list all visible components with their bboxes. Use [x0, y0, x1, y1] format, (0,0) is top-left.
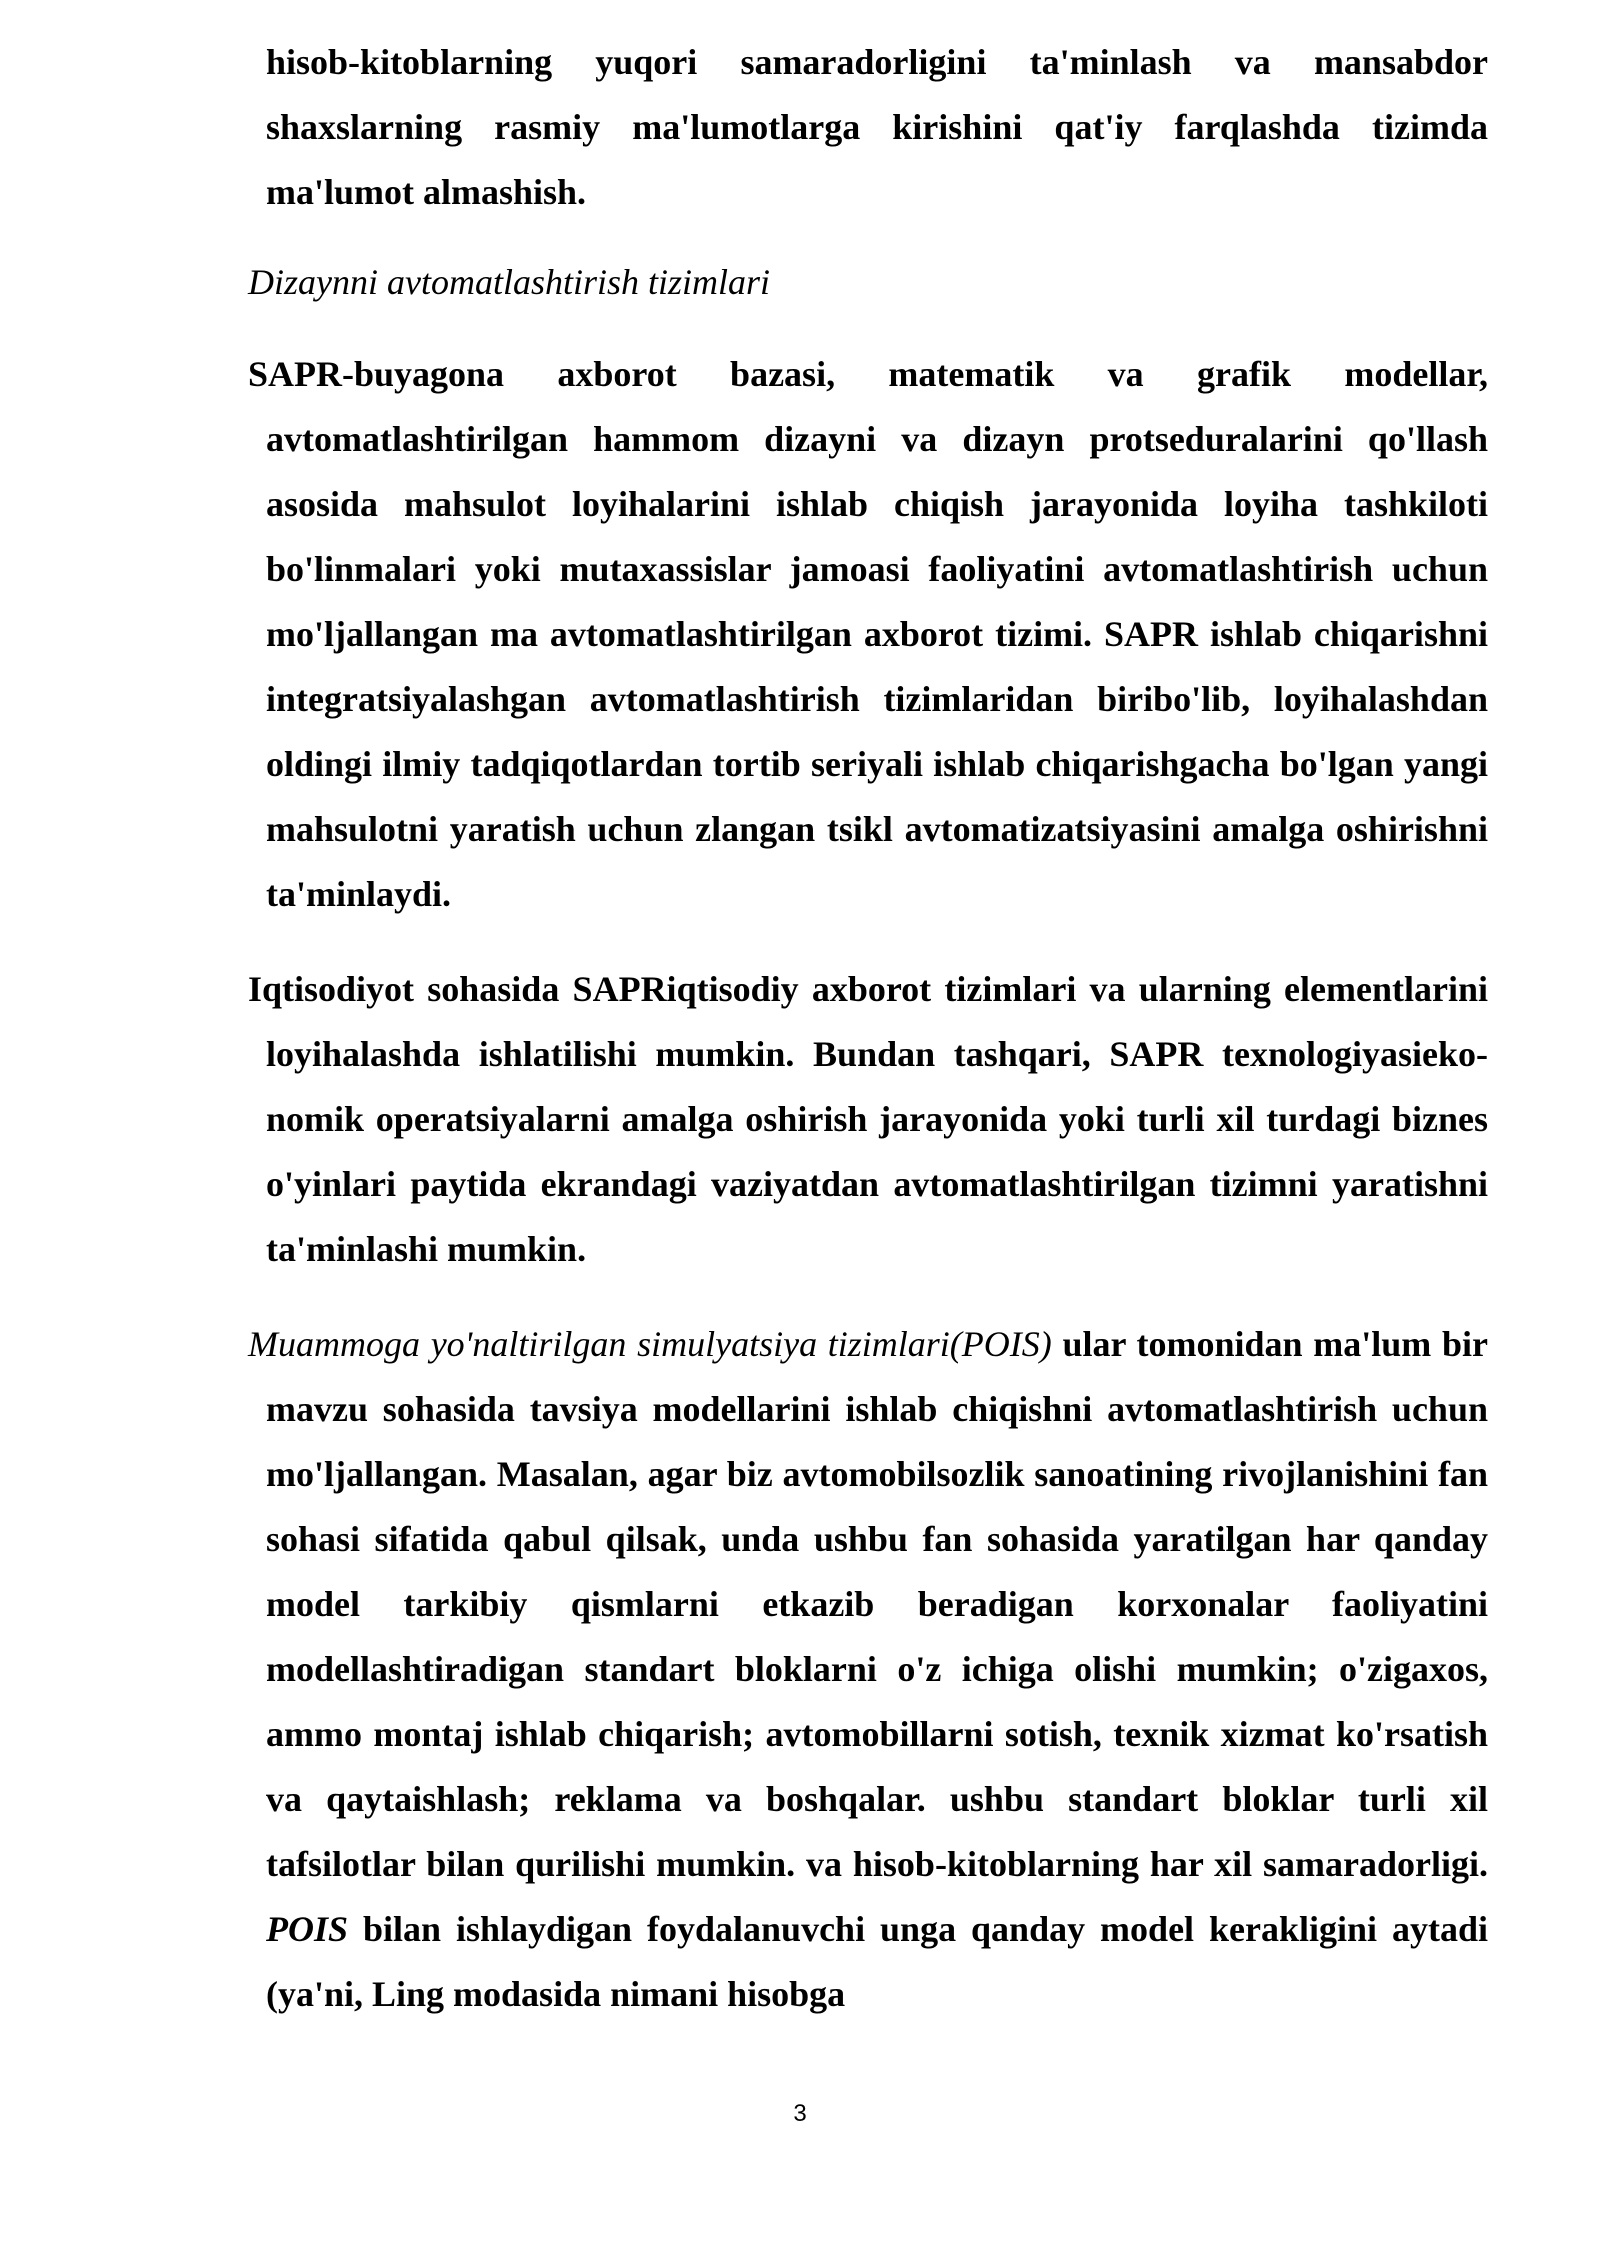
continuation-paragraph: hisob-kitoblarning yuqori samaradorligini ta'minlash va mansabdor shaxslarning rasmiy ma'lumotlarga kirishini qat'iy farqlashda tizimda ma'lumot almashish. [266, 42, 1488, 212]
sapr-paragraph-block [248, 342, 1488, 927]
pois-text-part1: ular tomonidan ma'lum bir mavzu sohasida tavsiya modellarini ishlab chiqishni avtomatlashtirish uchun mo'ljallangan. Masalan, agar biz avtomobilsozlik sanoatining rivojlanishini fan sohasi sifatida qabul qilsak, unda ushbu fan sohasida yaratilgan har qanday model tarkibiy qismlarni etkazib beradigan korxonalar faoliyatini modellashtiradigan standart bloklarni o'z ichiga olishi mumkin; o'zigaxos, ammo montaj ishlab chiqarish; avtomobillarni sotish, texnik xizmat ko'rsatish va qaytaishlash; reklama va boshqalar. ushbu standart bloklar turli xil tafsilotlar bilan qurilishi mumkin. va hisob-kitoblarning har xil samaradorligi. [266, 1324, 1488, 1884]
pois-text-part2: bilan ishlaydigan foydalanuvchi unga qanday model kerakligini aytadi (ya'ni, Ling modasida nimani hisobga [266, 1909, 1488, 2014]
iqtisodiyot-paragraph-block [248, 957, 1488, 1282]
pois-paragraph-block [248, 1312, 1488, 2027]
section-heading: Dizaynni avtomatlashtirish tizimlari [248, 262, 771, 302]
sapr-paragraph: SAPR-buyagona axborot bazasi, matematik va grafik modellar, avtomatlashtirilgan hammom dizayni va dizayn protseduralarini qo'llash asosida mahsulot loyihalarini ishlab chiqish jarayonida loyiha tashkiloti bo'linmalari yoki mutaxassislar jamoasi faoliyatini avtomatlashtirish uchun mo'ljallangan ma avtomatlashtirilgan axborot tizimi. SAPR ishlab chiqarishni integratsiyalashgan avtomatlashtirish tizimlaridan biribo'lib, loyihalashdan oldingi ilmiy tadqiqotlardan tortib seriyali ishlab chiqarishgacha bo'lgan yangi mahsulotni yaratish uchun zlangan tsikl avtomatizatsiyasini amalga oshirishni ta'minlaydi. [248, 354, 1488, 914]
pois-lead-italic: Muammoga yo'naltirilgan simulyatsiya tizimlari(POIS) [248, 1324, 1052, 1364]
page-number: 3 [793, 2100, 807, 2127]
continuation-paragraph-block [248, 30, 1488, 225]
pois-paragraph [248, 1312, 1488, 2027]
iqtisodiyot-paragraph: Iqtisodiyot sohasida SAPRiqtisodiy axborot tizimlari va ularning elementlarini loyihalashda ishlatilishi mumkin. Bundan tashqari, SAPR texnologiyasieko-nomik operatsiyalarni amalga oshirish jarayonida yoki turli xil turdagi biznes o'yinlari paytida ekrandagi vaziyatdan avtomatlashtirilgan tizimni yaratishni ta'minlashi mumkin. [248, 969, 1488, 1269]
pois-italic-term: POIS [266, 1909, 349, 1949]
